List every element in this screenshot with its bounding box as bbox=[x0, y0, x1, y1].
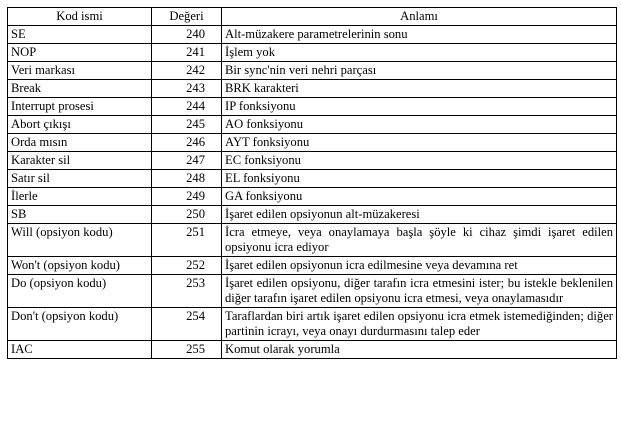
header-code-name: Kod ismi bbox=[8, 8, 152, 26]
meaning-cell: AYT fonksiyonu bbox=[222, 134, 617, 152]
value-cell: 252 bbox=[152, 257, 222, 275]
header-value: Değeri bbox=[152, 8, 222, 26]
value-cell: 240 bbox=[152, 26, 222, 44]
code-cell: Satır sil bbox=[8, 170, 152, 188]
value-cell: 255 bbox=[152, 341, 222, 359]
value-cell: 251 bbox=[152, 224, 222, 257]
table-row bbox=[8, 152, 617, 170]
table-row bbox=[8, 275, 617, 308]
code-cell: Do (opsiyon kodu) bbox=[8, 275, 152, 308]
value-cell: 249 bbox=[152, 188, 222, 206]
meaning-cell: EC fonksiyonu bbox=[222, 152, 617, 170]
value-cell: 254 bbox=[152, 308, 222, 341]
value-cell: 246 bbox=[152, 134, 222, 152]
meaning-cell: EL fonksiyonu bbox=[222, 170, 617, 188]
table-row bbox=[8, 98, 617, 116]
meaning-cell: İşaret edilen opsiyonun icra edilmesine veya devamına ret bbox=[222, 257, 617, 275]
telnet-command-table bbox=[7, 7, 617, 359]
code-cell: Don't (opsiyon kodu) bbox=[8, 308, 152, 341]
meaning-cell: AO fonksiyonu bbox=[222, 116, 617, 134]
value-cell: 245 bbox=[152, 116, 222, 134]
table-row bbox=[8, 224, 617, 257]
code-cell: Veri markası bbox=[8, 62, 152, 80]
table-row bbox=[8, 257, 617, 275]
code-cell: SE bbox=[8, 26, 152, 44]
meaning-cell: Alt-müzakere parametrelerinin sonu bbox=[222, 26, 617, 44]
table-header-row bbox=[8, 8, 617, 26]
meaning-cell: BRK karakteri bbox=[222, 80, 617, 98]
code-cell: Interrupt prosesi bbox=[8, 98, 152, 116]
table-row bbox=[8, 134, 617, 152]
meaning-cell: İşaret edilen opsiyonun alt-müzakeresi bbox=[222, 206, 617, 224]
table-row bbox=[8, 116, 617, 134]
meaning-cell: GA fonksiyonu bbox=[222, 188, 617, 206]
table-row bbox=[8, 170, 617, 188]
table-row bbox=[8, 26, 617, 44]
code-cell: Won't (opsiyon kodu) bbox=[8, 257, 152, 275]
value-cell: 241 bbox=[152, 44, 222, 62]
table-row bbox=[8, 44, 617, 62]
meaning-cell: Bir sync'nin veri nehri parçası bbox=[222, 62, 617, 80]
table-row bbox=[8, 308, 617, 341]
code-cell: Break bbox=[8, 80, 152, 98]
code-cell: Orda mısın bbox=[8, 134, 152, 152]
value-cell: 248 bbox=[152, 170, 222, 188]
table-row bbox=[8, 62, 617, 80]
code-cell: İlerle bbox=[8, 188, 152, 206]
meaning-cell: İşlem yok bbox=[222, 44, 617, 62]
table-row bbox=[8, 188, 617, 206]
meaning-cell: Komut olarak yorumla bbox=[222, 341, 617, 359]
value-cell: 253 bbox=[152, 275, 222, 308]
table-row bbox=[8, 341, 617, 359]
meaning-cell: İşaret edilen opsiyonu, diğer tarafın icra etmesini ister; bu istekle beklenilen diğer tarafın işaret edilen opsiyonu icra etmesi, veya onaylamasıdır bbox=[222, 275, 617, 308]
value-cell: 247 bbox=[152, 152, 222, 170]
code-cell: Karakter sil bbox=[8, 152, 152, 170]
code-cell: SB bbox=[8, 206, 152, 224]
code-cell: Abort çıkışı bbox=[8, 116, 152, 134]
table-row bbox=[8, 80, 617, 98]
code-cell: Will (opsiyon kodu) bbox=[8, 224, 152, 257]
value-cell: 243 bbox=[152, 80, 222, 98]
code-cell: NOP bbox=[8, 44, 152, 62]
value-cell: 250 bbox=[152, 206, 222, 224]
header-meaning: Anlamı bbox=[222, 8, 617, 26]
table-row bbox=[8, 206, 617, 224]
meaning-cell: IP fonksiyonu bbox=[222, 98, 617, 116]
meaning-cell: İcra etmeye, veya onaylamaya başla şöyle ki cihaz şimdi işaret edilen opsiyonu icra ediyor bbox=[222, 224, 617, 257]
meaning-cell: Taraflardan biri artık işaret edilen opsiyonu icra etmek istemediğinden; diğer partinin icrayı, veya onayı durdurmasını talep eder bbox=[222, 308, 617, 341]
value-cell: 242 bbox=[152, 62, 222, 80]
value-cell: 244 bbox=[152, 98, 222, 116]
code-cell: IAC bbox=[8, 341, 152, 359]
